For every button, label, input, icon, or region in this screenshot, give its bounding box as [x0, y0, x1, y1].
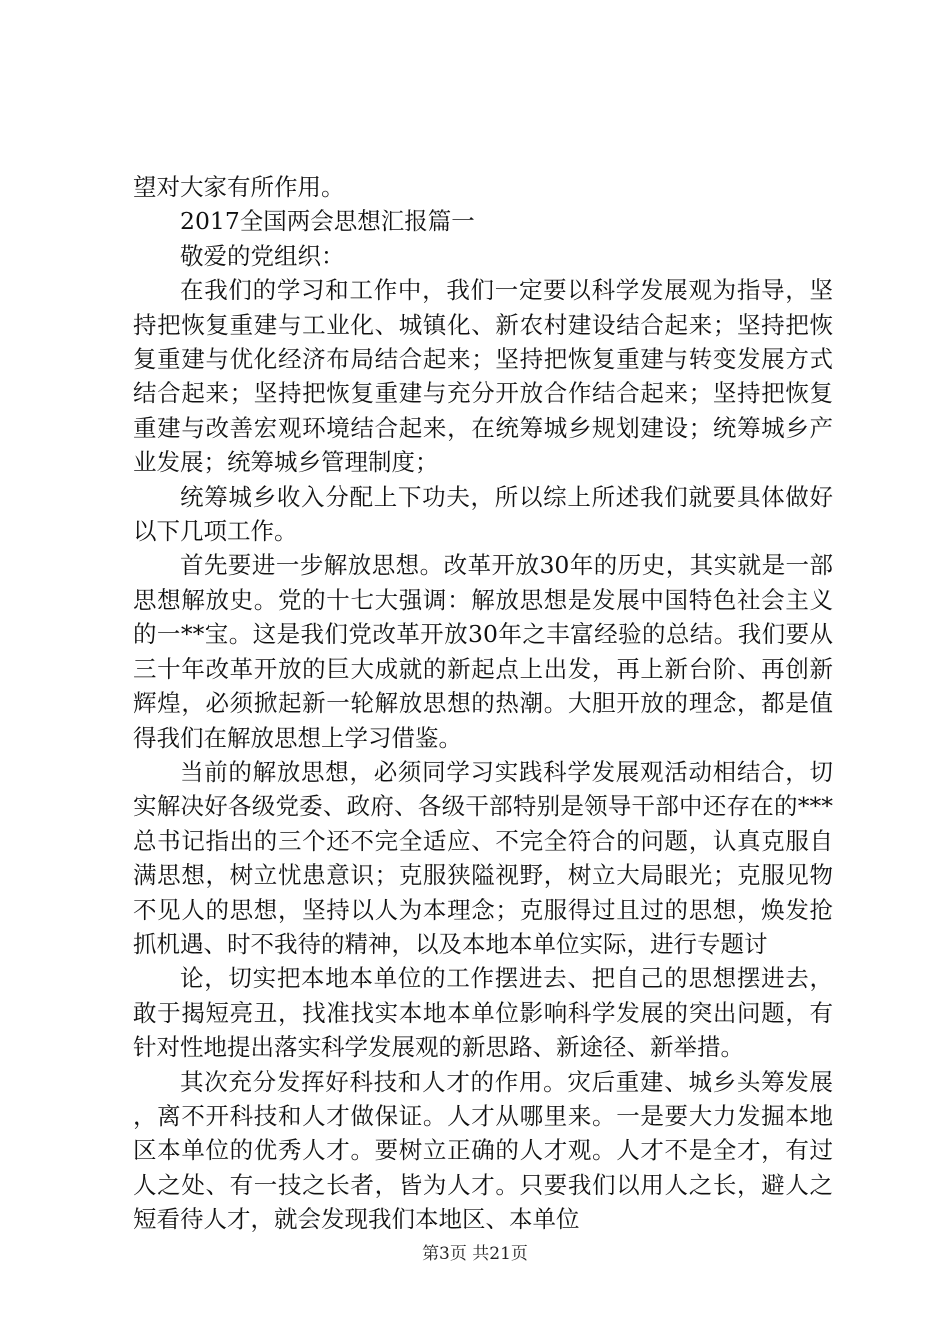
salutation: 敬爱的党组织：: [180, 241, 345, 270]
paragraph: 在我们的学习和工作中，我们一定要以科学发展观为指导，坚持把恢复重建与工业化、城镇化、新农村建设结合起来；坚持把恢复重建与优化经济布局结合起来；坚持把恢复重建与转变发展方式结合起来；坚持把恢复重建与充分开放合作结合起来；坚持把恢复重建与改善宏观环境结合起来，在统筹城乡规划建设；统筹城乡产业发展；统筹城乡管理制度；: [133, 276, 833, 477]
paragraph: 统筹城乡收入分配上下功夫，所以综上所述我们就要具体做好以下几项工作。: [133, 482, 833, 546]
document-body: [133, 170, 833, 1237]
paragraph: 其次充分发挥好科技和人才的作用。灾后重建、城乡头筹发展，离不开科技和人才做保证。人才从哪里来。一是要大力发掘本地区本单位的优秀人才。要树立正确的人才观。人才不是全才，有过人之处、有一技之长者，皆为人才。只要我们以用人之长，避人之短看待人才，就会发现我们本地区、本单位: [133, 1067, 833, 1234]
paragraph: 当前的解放思想，必须同学习实践科学发展观活动相结合，切实解决好各级党委、政府、各级干部特别是领导干部中还存在的***总书记指出的三个还不完全适应、不完全符合的问题，认真克服自满思想，树立忧患意识；克服狭隘视野，树立大局眼光；克服见物不见人的思想，坚持以人为本理念；克服得过且过的思想，焕发抢抓机遇、时不我待的精神，以及本地本单位实际，进行专题讨: [133, 757, 833, 958]
paragraph: 首先要进一步解放思想。改革开放30年的历史，其实就是一部思想解放史。党的十七大强调：解放思想是发展中国特色社会主义的一**宝。这是我们党改革开放30年之丰富经验的总结。我们要从三十年改革开放的巨大成就的新起点上出发，再上新台阶、再创新辉煌，必须掀起新一轮解放思想的热潮。大胆开放的理念，都是值得我们在解放思想上学习借鉴。: [133, 551, 833, 752]
paragraph-continuation: 望对大家有所作用。: [133, 173, 345, 201]
paragraph: 论，切实把本地本单位的工作摆进去、把自己的思想摆进去，敢于揭短亮丑，找准找实本地本单位影响科学发展的突出问题，有针对性地提出落实科学发展观的新思路、新途径、新举措。: [133, 964, 833, 1062]
section-heading: 2017全国两会思想汇报篇一: [180, 207, 475, 236]
page-number-footer: 第3页 共21页: [422, 1244, 528, 1264]
